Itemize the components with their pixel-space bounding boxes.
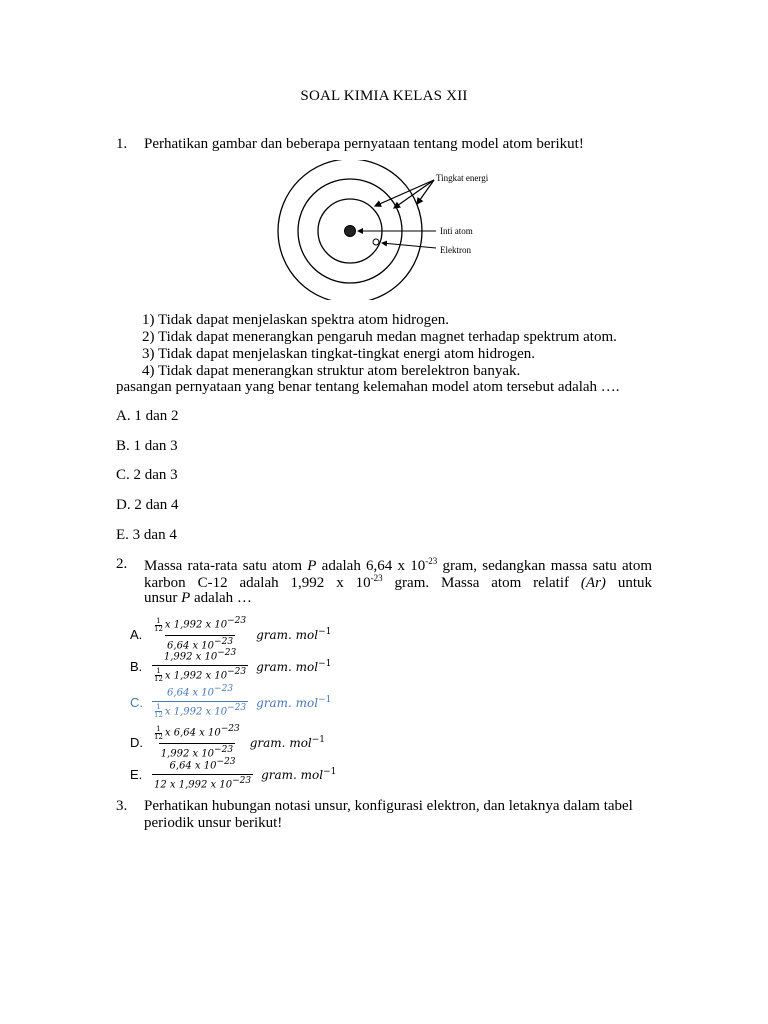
- q1-option-c: C. 2 dan 3: [116, 467, 178, 483]
- atom-model-diagram: [270, 160, 510, 300]
- fraction-d: $\frac{1}{12}$ x 6,64 x $10^{-23}$ 1,992 x $10^{-23}$: [154, 724, 240, 759]
- question-1-number: 1.: [116, 136, 128, 152]
- page-title: SOAL KIMIA KELAS XII: [300, 88, 468, 104]
- q1-option-d: D. 2 dan 4: [116, 497, 179, 513]
- question-1-prompt: pasangan pernyataan yang benar tentang kelemahan model atom tersebut adalah ….: [116, 379, 620, 395]
- electron: [373, 239, 379, 245]
- question-2-line-2: karbon C-12 adalah 1,992 x $10^{-23}$ gram. Massa atom relatif (Ar) untuk: [144, 573, 652, 591]
- label-electron: Elektron: [440, 245, 471, 255]
- statement-3: 3) Tidak dapat menjelaskan tingkat-tingkat energi atom hidrogen.: [142, 346, 535, 362]
- q1-option-b: B. 1 dan 3: [116, 438, 178, 454]
- question-3-line-1: Perhatikan hubungan notasi unsur, konfigurasi elektron, dan letaknya dalam tabel: [144, 798, 633, 814]
- question-2-line-3: unsur P adalah …: [144, 590, 252, 606]
- fraction-c: 6,64 x $10^{-23}$ $\frac{1}{12}$ x 1,992 x $10^{-23}$: [154, 684, 247, 719]
- question-2-number: 2.: [116, 556, 128, 572]
- fraction-a: $\frac{1}{12}$ x 1,992 x $10^{-23}$ 6,64 x $10^{-23}$: [154, 616, 247, 651]
- q2-option-a: A. $\frac{1}{12}$ x 1,992 x $10^{-23}$ 6,64 x $10^{-23}$ gram. mol$^{-1}$: [130, 616, 332, 651]
- q2-option-b: B. 1,992 x $10^{-23}$ $\frac{1}{12}$ x 1,992 x $10^{-23}$ gram. mol$^{-1}$: [130, 648, 332, 683]
- question-1-text: Perhatikan gambar dan beberapa pernyataan tentang model atom berikut!: [144, 136, 584, 152]
- statement-4: 4) Tidak dapat menerangkan struktur atom berelektron banyak.: [142, 363, 521, 379]
- question-3-number: 3.: [116, 798, 128, 814]
- fraction-e: $\frac{6,64 x 10^{-23}}{12 x 1,992 x 10^{-23}}$: [154, 757, 252, 790]
- q2-option-e: E. $\frac{6,64 x 10^{-23}}{12 x 1,992 x 10^{-23}}$ gram. mol$^{-1}$: [130, 757, 337, 790]
- fraction-b: 1,992 x $10^{-23}$ $\frac{1}{12}$ x 1,992 x $10^{-23}$: [154, 648, 247, 683]
- q2-option-d: D. $\frac{1}{12}$ x 6,64 x $10^{-23}$ 1,992 x $10^{-23}$ gram. mol$^{-1}$: [130, 724, 326, 759]
- question-3-line-2: periodik unsur berikut!: [144, 815, 283, 831]
- statement-1: 1) Tidak dapat menjelaskan spektra atom hidrogen.: [142, 312, 450, 328]
- q1-option-e: E. 3 dan 4: [116, 527, 177, 543]
- label-energy-levels: Tingkat energi: [436, 173, 489, 183]
- nucleus: [345, 226, 356, 237]
- question-2-line-1: Massa rata-rata satu atom P adalah 6,64 x $10^{-23}$ gram, sedangkan massa satu atom: [144, 556, 653, 574]
- q1-option-a: A. 1 dan 2: [116, 408, 179, 424]
- label-nucleus: Inti atom: [440, 226, 473, 236]
- statement-2: 2) Tidak dapat menerangkan pengaruh medan magnet terhadap spektrum atom.: [142, 329, 617, 345]
- q2-option-c: C. 6,64 x $10^{-23}$ $\frac{1}{12}$ x 1,992 x $10^{-23}$ gram. mol$^{-1}$: [130, 684, 332, 719]
